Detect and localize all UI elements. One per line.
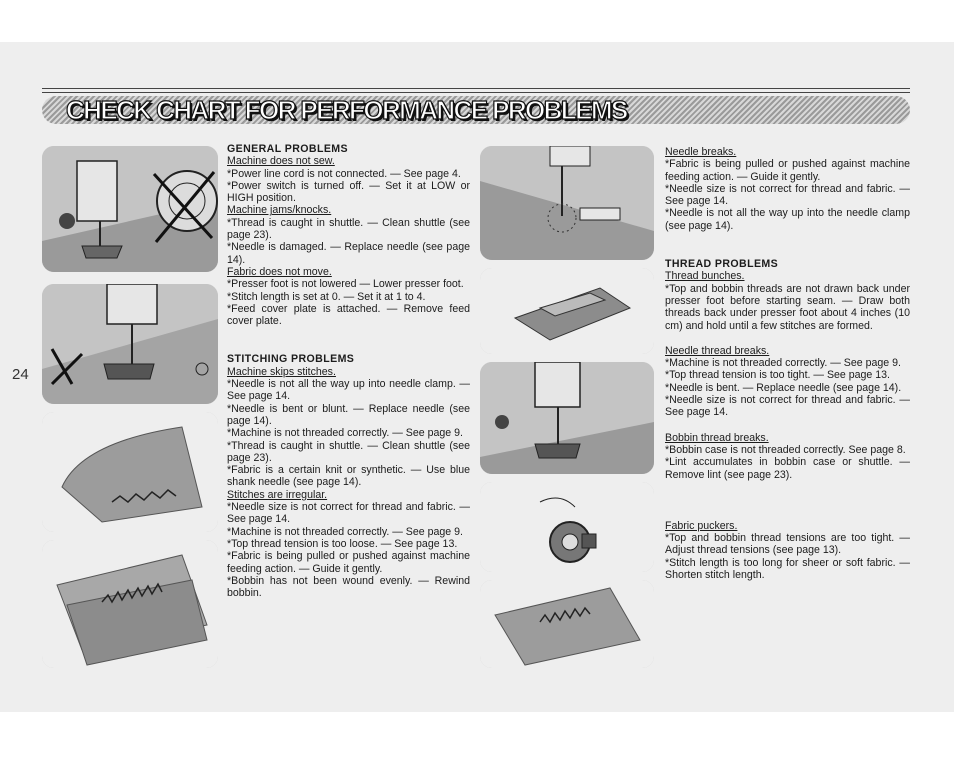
problem-item: *Needle is not all the way up into needle clamp. — See page 14.	[227, 378, 470, 403]
problem-item: *Fabric is being pulled or pushed against machine feeding action. — Guide it gently.	[227, 550, 470, 575]
problem-item: *Needle size is not correct for thread and fabric. — See page 14.	[665, 394, 910, 419]
right-text-column	[665, 146, 910, 581]
problem-item: *Bobbin has not been wound evenly. — Rewind bobbin.	[227, 574, 470, 600]
problem-item: *Top and bobbin threads are not drawn back under presser foot before starting seam. — Draw both threads back under presser foot about 4 inches (10 cm) and hold until a few stitches are formed.	[665, 282, 910, 332]
problem-subheading: Needle breaks.	[665, 146, 737, 158]
problem-item: *Needle is not all the way up into the needle clamp (see page 14).	[665, 207, 910, 232]
illustration-needle-breaks	[480, 146, 654, 260]
problem-item: *Needle is bent or blunt. — Replace needle (see page 14).	[227, 402, 470, 427]
problem-item: *Stitch length is too long for sheer or soft fabric. — Shorten stitch length.	[665, 556, 910, 582]
illustration-needle-thread	[480, 362, 654, 474]
top-rule	[42, 88, 910, 89]
illustration-machine-power	[42, 146, 218, 272]
problem-item: *Machine is not threaded correctly. — See page 9.	[227, 427, 463, 440]
problem-item: *Thread is caught in shuttle. — Clean shuttle (see page 23).	[227, 439, 470, 464]
problem-item: *Power line cord is not connected. — See page 4.	[227, 167, 461, 180]
problem-item: *Needle is bent. — Replace needle (see page 14).	[665, 381, 902, 394]
problem-subheading: Fabric does not move.	[227, 265, 332, 278]
section-heading: STITCHING PROBLEMS	[227, 353, 355, 366]
problem-subheading: Stitches are irregular.	[227, 488, 328, 501]
problem-item: *Needle is damaged. — Replace needle (see page 14).	[227, 241, 470, 266]
problem-subheading: Thread bunches.	[665, 270, 745, 283]
problem-item: *Feed cover plate is attached. — Remove feed cover plate.	[227, 302, 470, 328]
problem-item: *Presser foot is not lowered — Lower presser foot.	[227, 278, 464, 291]
problem-item: *Top thread tension is too loose. — See page 13.	[227, 537, 458, 550]
illustration-thread-bunches	[480, 268, 654, 354]
illustration-bobbin-case	[480, 482, 654, 572]
page-title: CHECK CHART FOR PERFORMANCE PROBLEMS	[66, 95, 627, 125]
illustration-presser-foot	[42, 284, 218, 404]
section-heading: THREAD PROBLEMS	[665, 258, 779, 271]
illustration-skipped-stitches	[42, 412, 218, 532]
problem-subheading: Machine does not sew.	[227, 155, 335, 168]
problem-item: *Lint accumulates in bobbin case or shuttle. — Remove lint (see page 23).	[665, 456, 910, 481]
problem-item: *Top and bobbin thread tensions are too tight. — Adjust thread tensions (see page 13).	[665, 532, 910, 557]
problem-item: *Needle size is not correct for thread and fabric. — See page 14.	[665, 182, 910, 208]
problem-item: *Needle size is not correct for thread and fabric. — See page 14.	[227, 501, 470, 526]
problem-subheading: Bobbin thread breaks.	[665, 431, 769, 444]
problem-item: *Power switch is turned off. — Set it at LOW or HIGH position.	[227, 179, 470, 205]
top-rule-2	[42, 92, 910, 93]
problem-subheading: Needle thread breaks.	[665, 344, 770, 357]
problem-subheading: Fabric puckers.	[665, 519, 738, 532]
problem-item: *Top thread tension is too tight. — See page 13.	[665, 369, 890, 382]
page-number: 24	[12, 366, 29, 383]
problem-item: *Machine is not threaded correctly. — See page 9.	[665, 357, 901, 370]
problem-item: *Stitch length is set at 0. — Set it at 1 to 4.	[227, 290, 426, 303]
problem-subheading: Machine jams/knocks.	[227, 204, 332, 217]
problem-item: *Fabric is being pulled or pushed against machine feeding action. — Guide it gently.	[665, 158, 910, 183]
problem-item: *Bobbin case is not threaded correctly. See page 8.	[665, 443, 906, 456]
problem-item: *Fabric is a certain knit or synthetic. — Use blue shank needle (see page 14).	[227, 464, 470, 489]
problem-item: *Machine is not threaded correctly. — See page 9.	[227, 525, 463, 538]
problem-item: *Thread is caught in shuttle. — Clean shuttle (see page 23).	[227, 216, 470, 242]
problem-subheading: Machine skips stitches.	[227, 365, 336, 378]
left-text-column	[227, 143, 470, 599]
illustration-irregular-stitches	[42, 540, 218, 668]
section-heading: GENERAL PROBLEMS	[227, 143, 348, 155]
illustration-fabric-puckers	[480, 580, 654, 668]
